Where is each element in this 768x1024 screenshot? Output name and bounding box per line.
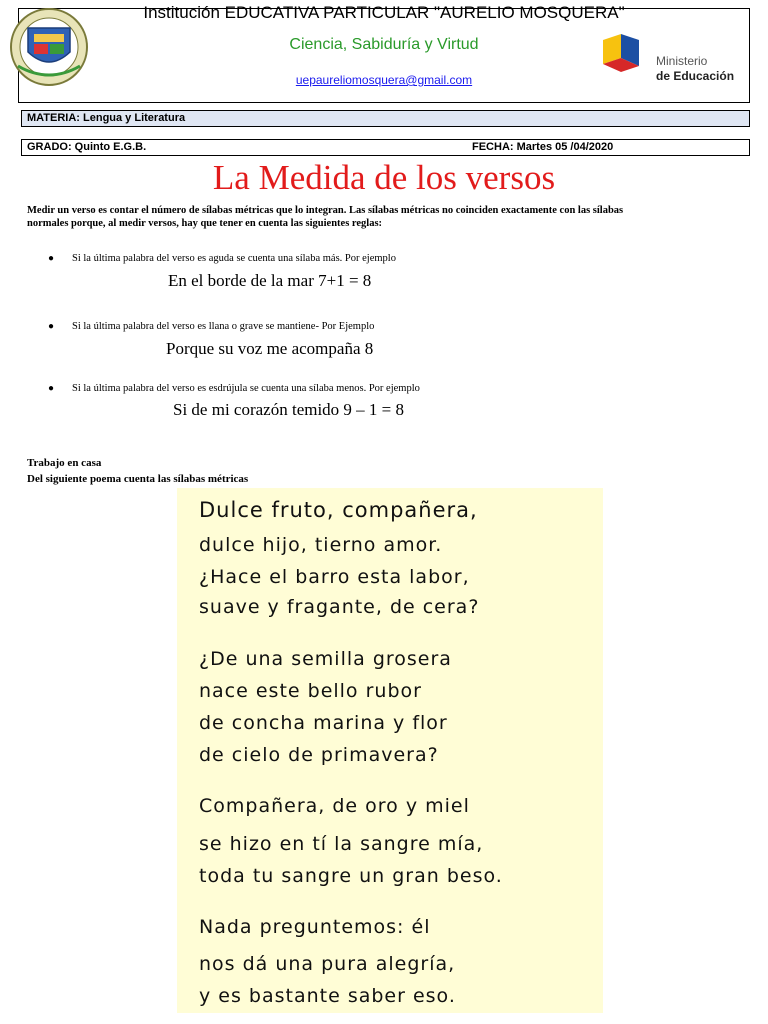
poem-image [177, 488, 603, 1013]
poem-line: de concha marina y flor [199, 712, 448, 734]
intro-paragraph [27, 204, 747, 230]
intro-line-2: normales porque, al medir versos, hay que tener en cuenta las siguientes reglas: [27, 218, 383, 229]
bullet-icon: ● [48, 383, 55, 394]
lesson-title: La Medida de los versos [212, 158, 556, 197]
bullet-icon: ● [48, 321, 55, 332]
rule-3-text: Si la última palabra del verso es esdrújula se cuenta una sílaba menos. Por ejemplo [72, 383, 420, 394]
task-heading: Trabajo en casa [27, 457, 102, 469]
poem-line: Compañera, de oro y miel [199, 795, 470, 817]
task-instruction: Del siguiente poema cuenta las sílabas métricas [27, 473, 249, 485]
subject-row: MATERIA: Lengua y Literatura [21, 110, 750, 127]
poem-line: toda tu sangre un gran beso. [199, 865, 503, 887]
email-link[interactable]: uepaureliomosquera@gmail.com [295, 73, 473, 87]
bullet-icon: ● [48, 253, 55, 264]
poem-line: Dulce fruto, compañera, [199, 498, 478, 522]
intro-line-1: Medir un verso es contar el número de sílabas métricas que lo integran. Las sílabas métricas no coinciden exactamente con las sílabas [27, 205, 624, 216]
poem-line: nos dá una pura alegría, [199, 953, 456, 975]
rule-1-example: En el borde de la mar 7+1 = 8 [168, 271, 372, 290]
rule-2-text: Si la última palabra del verso es llana o grave se mantiene- Por Ejemplo [72, 321, 375, 332]
grade-date-row [21, 139, 750, 156]
poem-line: nace este bello rubor [199, 680, 422, 702]
ministry-label-line2: de Educación [656, 69, 735, 83]
institution-name: Institución EDUCATIVA PARTICULAR "AURELIO MOSQUERA" [143, 3, 625, 22]
rule-3-example: Si de mi corazón temido 9 – 1 = 8 [173, 400, 405, 419]
poem-line: dulce hijo, tierno amor. [199, 534, 443, 556]
poem-line: Nada preguntemos: él [199, 916, 431, 938]
poem-line: suave y fragante, de cera? [199, 596, 480, 618]
poem-line: de cielo de primavera? [199, 744, 439, 766]
poem-line: se hizo en tí la sangre mía, [199, 833, 484, 855]
poem-line: y es bastante saber eso. [199, 985, 456, 1007]
school-motto: Ciencia, Sabiduría y Virtud [289, 36, 479, 53]
date-label: FECHA: Martes 05 /04/2020 [472, 141, 614, 153]
poem-line: ¿De una semilla grosera [199, 648, 452, 670]
rule-2-example: Porque su voz me acompaña 8 [166, 339, 374, 358]
rule-1-text: Si la última palabra del verso es aguda se cuenta una sílaba más. Por ejemplo [72, 253, 396, 264]
ministry-label-line1: Ministerio [656, 54, 708, 68]
grade-label: GRADO: Quinto E.G.B. [27, 141, 147, 153]
poem-line: ¿Hace el barro esta labor, [199, 566, 470, 588]
